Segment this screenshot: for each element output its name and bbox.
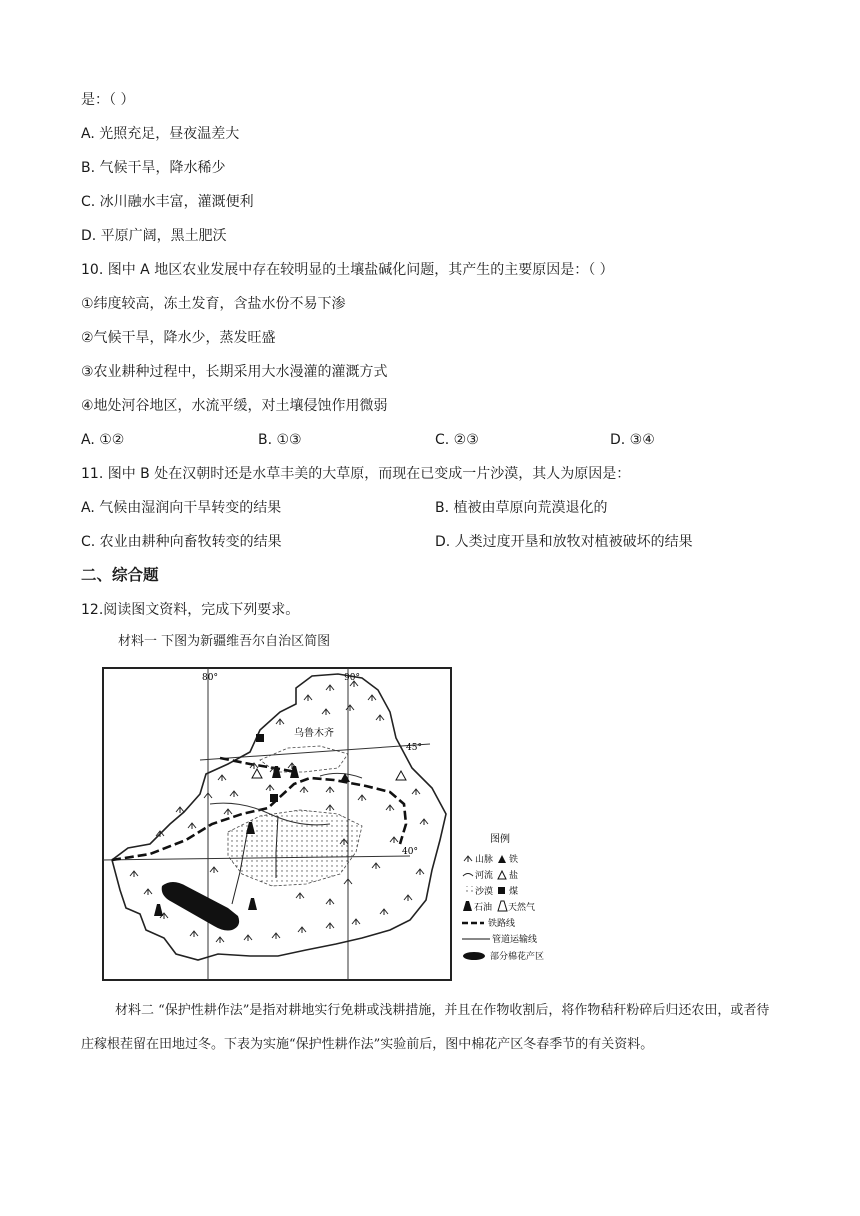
mountain-symbol (326, 787, 334, 793)
legend-railway: 铁路线 (488, 919, 516, 929)
q12-stem: 12.阅读图文资料，完成下列要求。 (81, 602, 300, 618)
mountain-symbol (416, 869, 424, 875)
mountain-symbol (190, 931, 198, 937)
mountain-symbol (230, 791, 238, 797)
legend-coal: 煤 (509, 887, 519, 897)
legend-row-desert-coal (463, 885, 518, 897)
q10-item-2: ②气候干旱，降水少，蒸发旺盛 (81, 330, 276, 346)
legend-row-mountain-iron (464, 853, 518, 865)
q9-option-c: C. 冰川融水丰富，灌溉便利 (81, 194, 254, 210)
coal-symbol (270, 794, 278, 802)
legend-river: 河流 (475, 871, 494, 881)
mountain-symbol (210, 867, 218, 873)
lat-40-label: 40° (402, 847, 418, 857)
mountain-symbol (300, 787, 308, 793)
mountain-symbol (322, 709, 330, 715)
mountain-symbol (326, 685, 334, 691)
legend-row-river-salt (463, 869, 518, 881)
legend-row-railway (462, 917, 515, 929)
q9-option-b: B. 气候干旱，降水稀少 (81, 160, 226, 176)
legend-row-cotton (463, 950, 544, 962)
mountain-symbol (386, 805, 394, 811)
q9-option-d: D. 平原广阔，黑土肥沃 (81, 228, 227, 244)
taklimakan-desert (228, 810, 362, 886)
mountain-symbol (216, 937, 224, 943)
material1-caption: 材料一 下图为新疆维吾尔自治区简图 (118, 634, 331, 649)
q10-option-a: A. ①② (81, 432, 125, 448)
mountain-symbol (204, 793, 212, 799)
mountain-symbol (266, 785, 274, 791)
mountain-symbol (298, 927, 306, 933)
mountain-symbol (390, 837, 398, 843)
legend-gas: 天然气 (508, 903, 536, 913)
legend-row-oil-gas (463, 901, 535, 913)
legend-pipeline: 管道运输线 (492, 935, 538, 945)
q11-option-d: D. 人类过度开垦和放牧对植被破坏的结果 (435, 534, 693, 550)
q9-stem-tail: 是：（ ） (81, 92, 135, 108)
mountain-symbol (188, 823, 196, 829)
mountain-symbol (358, 795, 366, 801)
q10-item-1: ①纬度较高，冻土发育，含盐水份不易下渗 (81, 296, 346, 312)
q10-stem: 10. 图中 A 地区农业发展中存在较明显的土壤盐碱化问题，其产生的主要原因是：（ ） (81, 262, 614, 278)
mountain-symbol (130, 871, 138, 877)
q11-option-c: C. 农业由耕种向畜牧转变的结果 (81, 534, 282, 550)
mountain-symbols (130, 681, 428, 943)
mountain-symbol (380, 909, 388, 915)
q10-option-c: C. ②③ (435, 432, 479, 448)
river-2 (320, 773, 362, 778)
legend-oil: 石油 (474, 903, 493, 913)
q11-option-b: B. 植被由草原向荒漠退化的 (435, 500, 608, 516)
mountain-symbol (272, 933, 280, 939)
map-legend (462, 832, 544, 962)
legend-desert: 沙漠 (475, 887, 494, 897)
mountain-symbol (276, 719, 284, 725)
legend-cotton: 部分棉花产区 (490, 952, 545, 962)
mountain-symbol (296, 893, 304, 899)
mountain-symbol (224, 809, 232, 815)
legend-iron: 铁 (509, 855, 519, 865)
mountain-symbol (420, 819, 428, 825)
mountain-symbol (404, 895, 412, 901)
q9-option-a: A. 光照充足，昼夜温差大 (81, 126, 240, 142)
mountain-symbol (352, 919, 360, 925)
mountain-symbol (244, 935, 252, 941)
mountain-symbol (372, 863, 380, 869)
q11-stem: 11. 图中 B 处在汉朝时还是水草丰美的大草原，而现在已变成一片沙漠，其人为原因是： (81, 466, 631, 482)
legend-oil-icon (463, 901, 472, 911)
salt-symbol (252, 769, 262, 778)
mountain-symbol (376, 715, 384, 721)
city-label: 乌鲁木齐 (294, 728, 334, 739)
lat-45-label: 45° (406, 743, 422, 753)
legend-coal-icon (498, 887, 505, 894)
mountain-symbol (326, 899, 334, 905)
q10-item-4: ④地处河谷地区，水流平缓，对土壤侵蚀作用微弱 (81, 398, 388, 414)
q10-option-b: B. ①③ (258, 432, 302, 448)
q11-option-a: A. 气候由湿润向干旱转变的结果 (81, 500, 282, 516)
legend-title: 图例 (490, 834, 510, 845)
material2-paragraph: 材料二 “保护性耕作法”是指对耕地实行免耕或浅耕措施，并且在作物收割后，将作物秸秆粉碎后归还农田，或者待庄稼根茬留在田地过冬。下表为实施“保护性耕作法”实验前后，图中棉花产区冬春季节的有关资料。 (81, 1003, 770, 1052)
salt-symbol (396, 771, 406, 780)
xinjiang-map (100, 664, 580, 984)
mountain-symbol (346, 705, 354, 711)
mountain-symbol (326, 923, 334, 929)
oil-symbol (154, 904, 163, 916)
legend-iron-icon (498, 855, 506, 863)
oil-symbol (248, 898, 257, 910)
q10-item-3: ③农业耕种过程中，长期采用大水漫灌的灌溉方式 (81, 364, 388, 380)
mountain-symbol (368, 695, 376, 701)
legend-salt-icon (498, 871, 506, 879)
lon-80-label: 80° (202, 673, 218, 683)
lon-90-label: 90° (344, 673, 360, 683)
legend-gas-icon (498, 901, 507, 911)
legend-salt: 盐 (509, 871, 519, 881)
mountain-symbol (344, 879, 352, 885)
legend-mountain: 山脉 (475, 855, 494, 865)
mountain-symbol (304, 695, 312, 701)
section-title: 二、综合题 (81, 566, 159, 584)
q10-option-d: D. ③④ (610, 432, 655, 448)
mountain-symbol (144, 889, 152, 895)
coal-symbol (256, 734, 264, 742)
legend-row-pipeline (462, 933, 537, 945)
mountain-symbol (412, 789, 420, 795)
cotton-area (162, 882, 239, 931)
mountain-symbol (326, 805, 334, 811)
mountain-symbol (218, 775, 226, 781)
